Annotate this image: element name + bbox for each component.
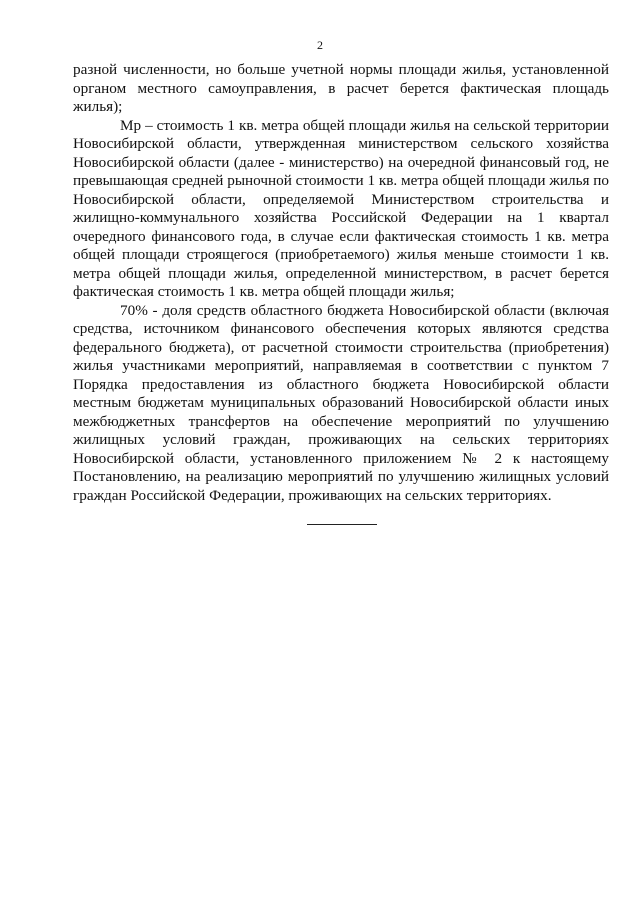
paragraph-continuation: разной численности, но больше учетной нормы площади жилья, установленной органом местного самоуправления, в расчет берется фактическая площадь жилья); — [73, 61, 609, 115]
paragraph-mr-definition: Мр – стоимость 1 кв. метра общей площади жилья на сельской территории Новосибирской области, утвержденная министерством сельского хозяйства Новосибирской области (далее - министерство) на очередной финансовый год, не превышающая средней рыночной стоимости 1 кв. метра общей площади жилья по Новосибирской области, определяемой Министерством строительства и жилищно-коммунального хозяйства Российской Федерации на 1 квартал очередного финансового года, в случае если фактическая стоимость 1 кв. метра общей площади строящегося (приобретаемого) жилья меньше стоимости 1 кв. метра общей площади жилья, определенной министерством, в расчет берется фактическая стоимость 1 кв. метра общей площади жилья; — [73, 116, 609, 300]
page-number: 2 — [317, 38, 323, 52]
end-of-document-rule — [307, 524, 377, 525]
document-body — [73, 61, 609, 505]
paragraph-70-percent-definition: 70% - доля средств областного бюджета Новосибирской области (включая средства, источником финансового обеспечения которых являются средства федерального бюджета), от расчетной стоимости строительства (приобретения) жилья участниками мероприятий, направляемая в соответствии с пунктом 7 Порядка предоставления из областного бюджета Новосибирской области местным бюджетам муниципальных образований Новосибирской области иных межбюджетных трансфертов на обеспечение мероприятий по улучшению жилищных условий граждан, проживающих на сельских территориях Новосибирской области, установленного приложением № 2 к настоящему Постановлению, на реализацию мероприятий по улучшению жилищных условий граждан Российской Федерации, проживающих на сельских территориях. — [73, 301, 609, 504]
